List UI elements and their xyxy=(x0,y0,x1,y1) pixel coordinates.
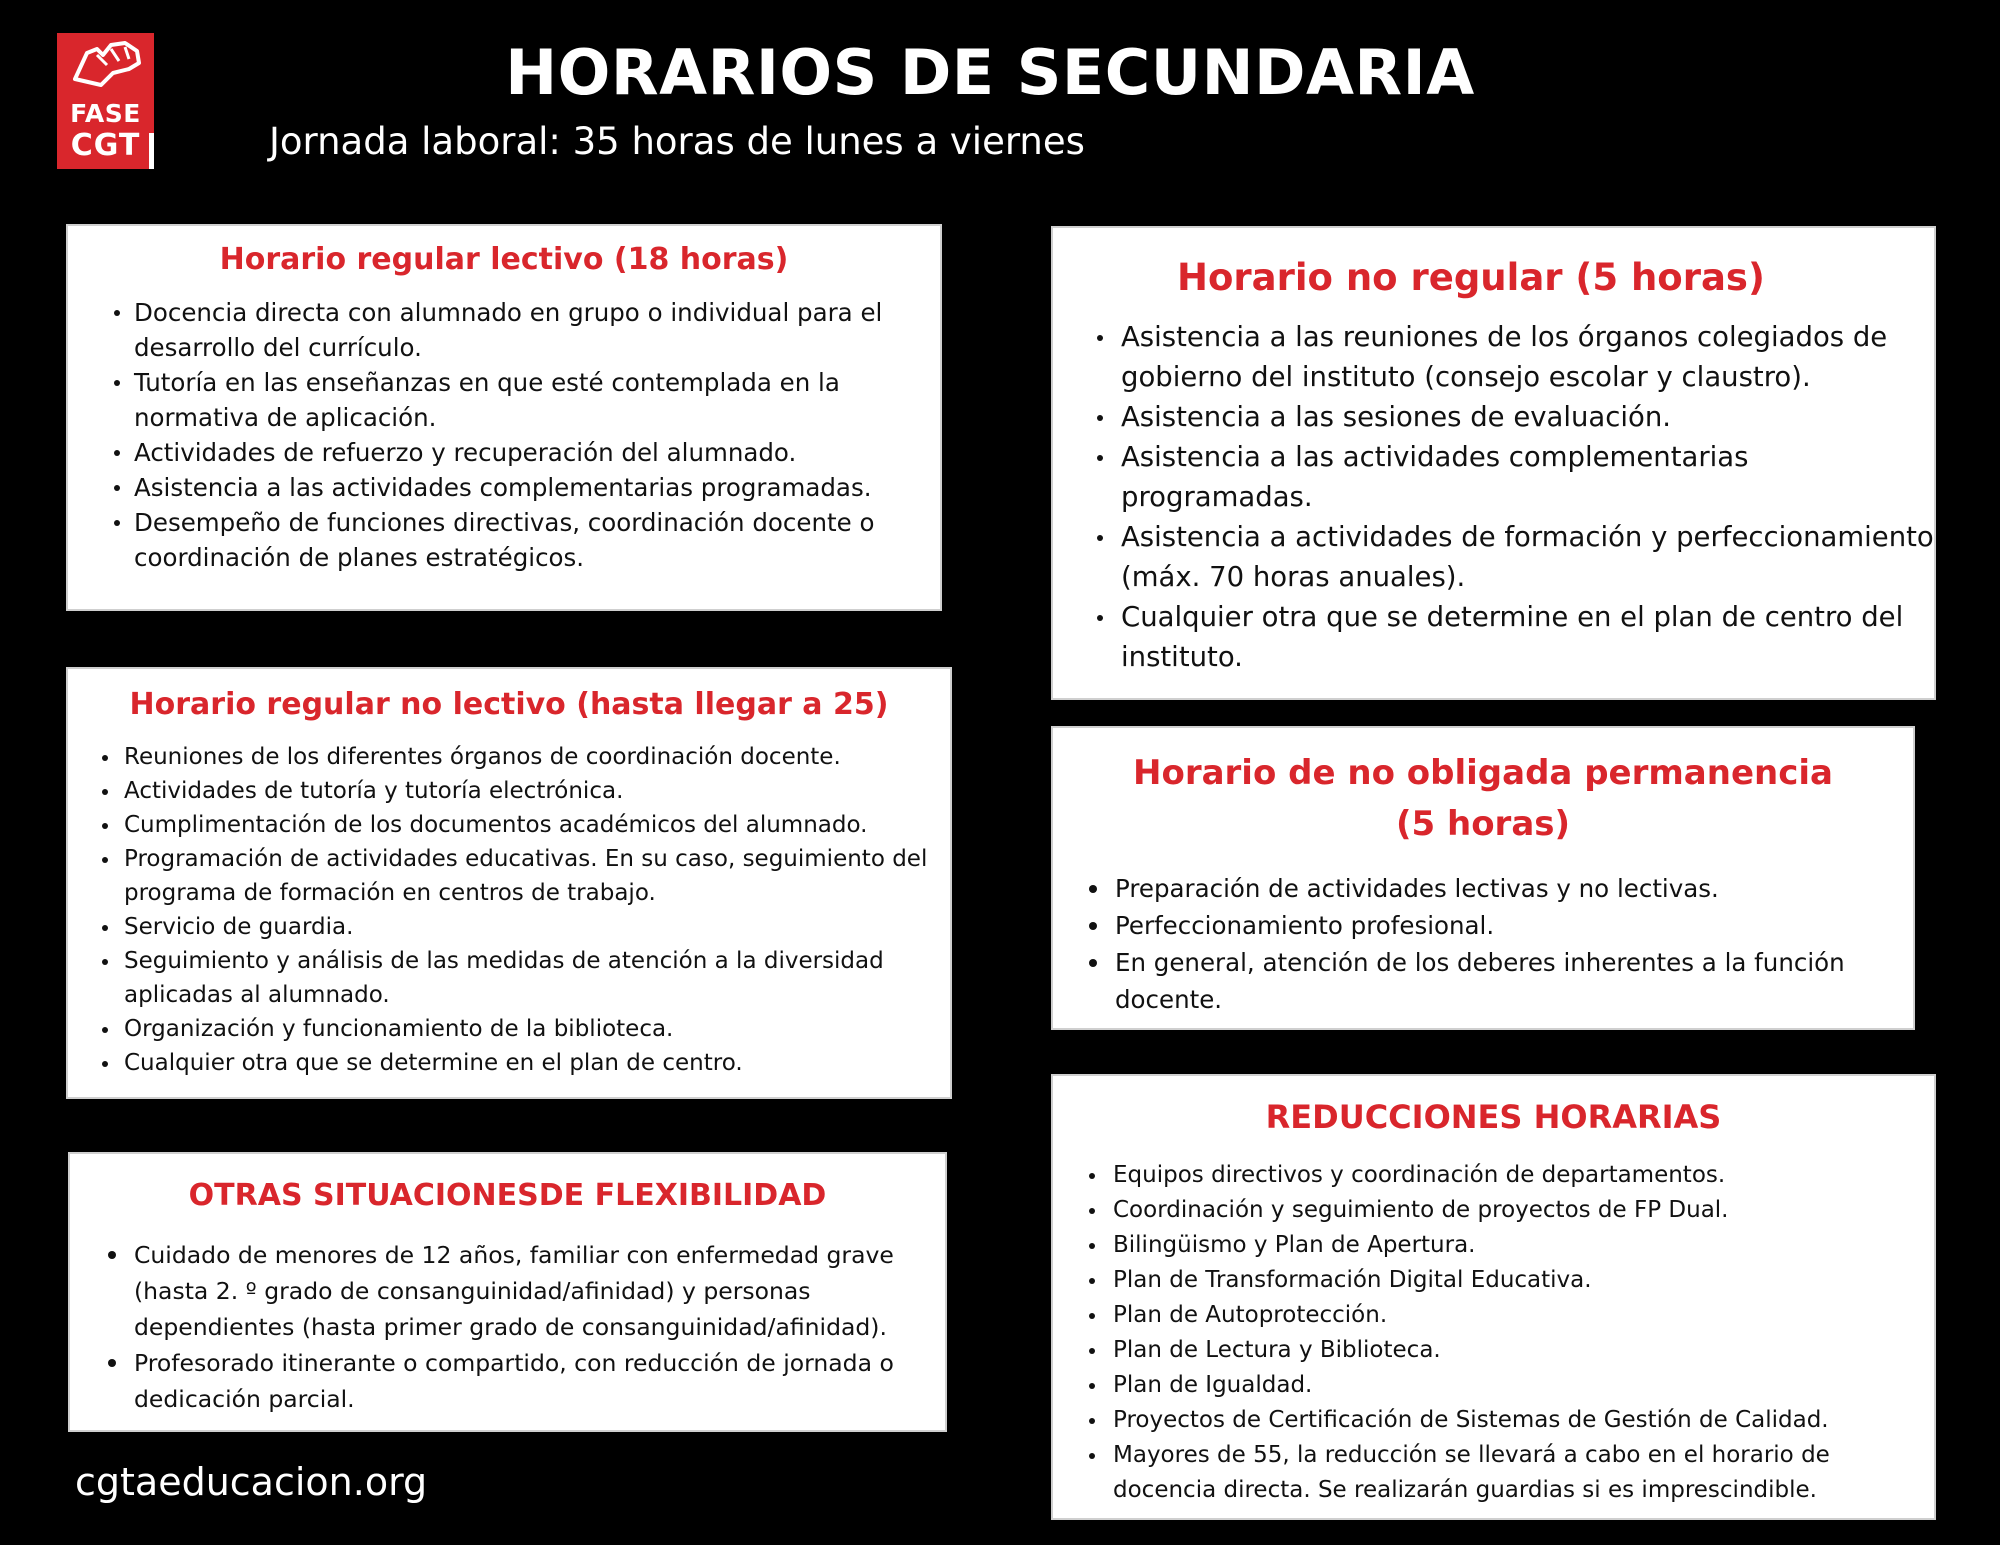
list-item: Asistencia a las reuniones de los órganos colegiados de gobierno del instituto (consejo escolar y claustro). xyxy=(1103,317,1934,397)
list-item: Preparación de actividades lectivas y no lectivas. xyxy=(1097,870,1913,907)
raised-fist-icon xyxy=(67,39,145,89)
list-item: Bilingüismo y Plan de Apertura. xyxy=(1095,1228,1934,1263)
list-item: Organización y funcionamiento de la biblioteca. xyxy=(108,1012,950,1046)
item-list xyxy=(1103,317,1934,677)
item-list xyxy=(114,1237,945,1417)
page-title: HORARIOS DE SECUNDARIA xyxy=(505,36,1475,109)
logo-text-fase: FASE xyxy=(70,99,141,128)
list-item: Cumplimentación de los documentos académicos del alumnado. xyxy=(108,808,950,842)
fase-cgt-logo xyxy=(57,33,154,169)
box-otras-situaciones xyxy=(68,1152,947,1432)
list-item: Mayores de 55, la reducción se llevará a cabo en el horario de docencia directa. Se realizarán guardias si es imprescindible. xyxy=(1095,1438,1934,1508)
box-horario-lectivo xyxy=(66,224,942,611)
box-title: OTRAS SITUACIONESDE FLEXIBILIDAD xyxy=(188,1178,827,1213)
list-item: Perfeccionamiento profesional. xyxy=(1097,907,1913,944)
list-item: Servicio de guardia. xyxy=(108,910,950,944)
list-item: Docencia directa con alumnado en grupo o individual para el desarrollo del currículo. xyxy=(120,295,940,365)
list-item: Proyectos de Certificación de Sistemas de Gestión de Calidad. xyxy=(1095,1403,1934,1438)
box-title: REDUCCIONES HORARIAS xyxy=(1265,1098,1722,1136)
website-url: cgtaeducacion.org xyxy=(75,1460,428,1504)
box-title-line2: (5 horas) xyxy=(1395,804,1571,844)
list-item: Actividades de tutoría y tutoría electrónica. xyxy=(108,774,950,808)
list-item: En general, atención de los deberes inherentes a la función docente. xyxy=(1097,944,1913,1018)
list-item: Plan de Lectura y Biblioteca. xyxy=(1095,1333,1934,1368)
list-item: Profesorado itinerante o compartido, con reducción de jornada o dedicación parcial. xyxy=(114,1345,945,1417)
list-item: Plan de Igualdad. xyxy=(1095,1368,1934,1403)
box-title xyxy=(1053,748,1913,850)
box-no-obligada-permanencia xyxy=(1051,726,1915,1030)
logo-bar xyxy=(149,133,154,169)
box-horario-no-regular xyxy=(1051,226,1936,700)
list-item: Cualquier otra que se determine en el plan de centro. xyxy=(108,1046,950,1080)
box-horario-no-lectivo xyxy=(66,667,952,1099)
list-item: Reuniones de los diferentes órganos de coordinación docente. xyxy=(108,740,950,774)
list-item: Cualquier otra que se determine en el plan de centro del instituto. xyxy=(1103,597,1934,677)
box-title: Horario regular no lectivo (hasta llegar a 25) xyxy=(129,687,889,722)
list-item: Actividades de refuerzo y recuperación del alumnado. xyxy=(120,435,940,470)
box-title: Horario regular lectivo (18 horas) xyxy=(219,242,789,277)
list-item: Programación de actividades educativas. En su caso, seguimiento del programa de formación en centros de trabajo. xyxy=(108,842,950,910)
list-item: Asistencia a las actividades complementarias programadas. xyxy=(120,470,940,505)
box-title-line1: Horario de no obligada permanencia xyxy=(1133,753,1833,793)
item-list xyxy=(1095,1158,1934,1508)
list-item: Asistencia a las actividades complementarias programadas. xyxy=(1103,437,1934,517)
list-item: Equipos directivos y coordinación de departamentos. xyxy=(1095,1158,1934,1193)
list-item: Asistencia a las sesiones de evaluación. xyxy=(1103,397,1934,437)
box-reducciones-horarias xyxy=(1051,1074,1936,1520)
list-item: Coordinación y seguimiento de proyectos de FP Dual. xyxy=(1095,1193,1934,1228)
list-item: Seguimiento y análisis de las medidas de atención a la diversidad aplicadas al alumnado. xyxy=(108,944,950,1012)
list-item: Cuidado de menores de 12 años, familiar con enfermedad grave (hasta 2. º grado de consanguinidad/afinidad) y personas dependientes (hasta primer grado de consanguinidad/afinidad). xyxy=(114,1237,945,1345)
list-item: Desempeño de funciones directivas, coordinación docente o coordinación de planes estratégicos. xyxy=(120,505,940,575)
box-title: Horario no regular (5 horas) xyxy=(1177,256,1765,299)
page-subtitle: Jornada laboral: 35 horas de lunes a viernes xyxy=(269,120,1085,163)
list-item: Plan de Transformación Digital Educativa. xyxy=(1095,1263,1934,1298)
list-item: Tutoría en las enseñanzas en que esté contemplada en la normativa de aplicación. xyxy=(120,365,940,435)
item-list xyxy=(108,740,950,1080)
list-item: Plan de Autoprotección. xyxy=(1095,1298,1934,1333)
logo-text-cgt: CGT xyxy=(70,128,141,163)
item-list xyxy=(120,295,940,575)
item-list xyxy=(1097,870,1913,1018)
list-item: Asistencia a actividades de formación y perfeccionamiento (máx. 70 horas anuales). xyxy=(1103,517,1934,597)
